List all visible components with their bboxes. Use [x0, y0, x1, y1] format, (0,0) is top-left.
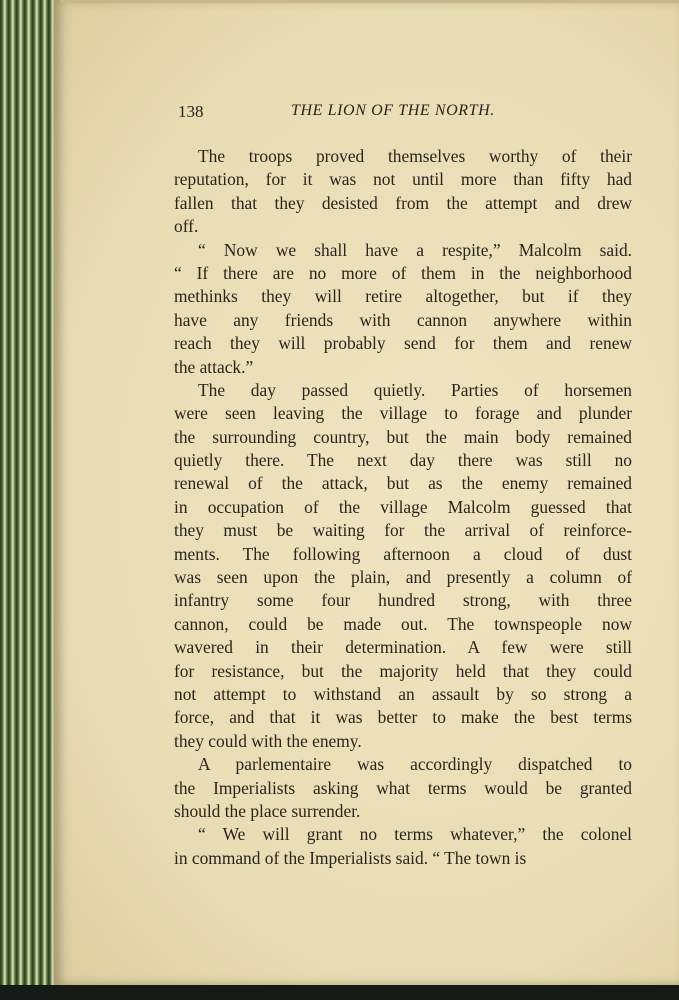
text-line: they could with the enemy.	[174, 730, 362, 751]
page-edges	[0, 0, 60, 1000]
paragraph	[174, 753, 632, 823]
text-line: “ If there are no more of them in the neighborhood	[174, 262, 632, 283]
text-line: A parlementaire was accordingly dispatched to	[198, 754, 632, 775]
top-edge	[60, 0, 679, 3]
text-line: in occupation of the village Malcolm guessed that	[174, 496, 632, 517]
text-line: quietly there. The next day there was still no	[174, 450, 632, 471]
text-line: reputation, for it was not until more than fifty had	[174, 169, 632, 190]
text-line: wavered in their determination. A few were still	[174, 637, 632, 658]
text-line: The day passed quietly. Parties of horsemen	[198, 379, 632, 400]
text-line: “ We will grant no terms whatever,” the colonel	[198, 824, 632, 845]
paragraph	[174, 823, 632, 870]
text-line: methinks they will retire altogether, but if they	[174, 286, 632, 307]
page-header	[178, 102, 638, 128]
text-line: for resistance, but the majority held that they could	[174, 660, 632, 681]
paragraph	[174, 239, 632, 379]
text-line: should the place surrender.	[174, 800, 361, 821]
text-line: the attack.”	[174, 356, 254, 377]
paragraph	[174, 379, 632, 753]
text-line: the surrounding country, but the main body remained	[174, 426, 632, 447]
text-line: The troops proved themselves worthy of their	[198, 146, 632, 166]
text-line: fallen that they desisted from the attempt and drew	[174, 192, 632, 213]
page-number: 138	[178, 102, 204, 121]
text-line: were seen leaving the village to forage and plunder	[174, 403, 632, 424]
text-line: they must be waiting for the arrival of reinforce-	[174, 520, 632, 541]
text-line: ments. The following afternoon a cloud of dust	[174, 543, 632, 564]
text-line: the Imperialists asking what terms would be granted	[174, 777, 632, 798]
text-line: in command of the Imperialists said. “ The town is	[174, 847, 527, 868]
text-line: have any friends with cannon anywhere within	[174, 309, 632, 330]
running-title: THE LION OF THE NORTH.	[291, 102, 495, 119]
paragraph	[174, 145, 632, 239]
bottom-shadow	[0, 985, 679, 1000]
body-text	[174, 145, 632, 870]
text-line: reach they will probably send for them and renew	[174, 333, 632, 354]
text-line: infantry some four hundred strong, with three	[174, 590, 632, 611]
text-line: “ Now we shall have a respite,” Malcolm said.	[198, 239, 632, 260]
text-line: renewal of the attack, but as the enemy remained	[174, 473, 632, 494]
text-line: cannon, could be made out. The townspeople now	[174, 613, 632, 634]
text-line: not attempt to withstand an assault by so strong a	[174, 683, 632, 704]
text-line: force, and that it was better to make the best terms	[174, 707, 632, 728]
text-line: was seen upon the plain, and presently a column of	[174, 567, 632, 588]
text-line: off.	[174, 216, 199, 237]
